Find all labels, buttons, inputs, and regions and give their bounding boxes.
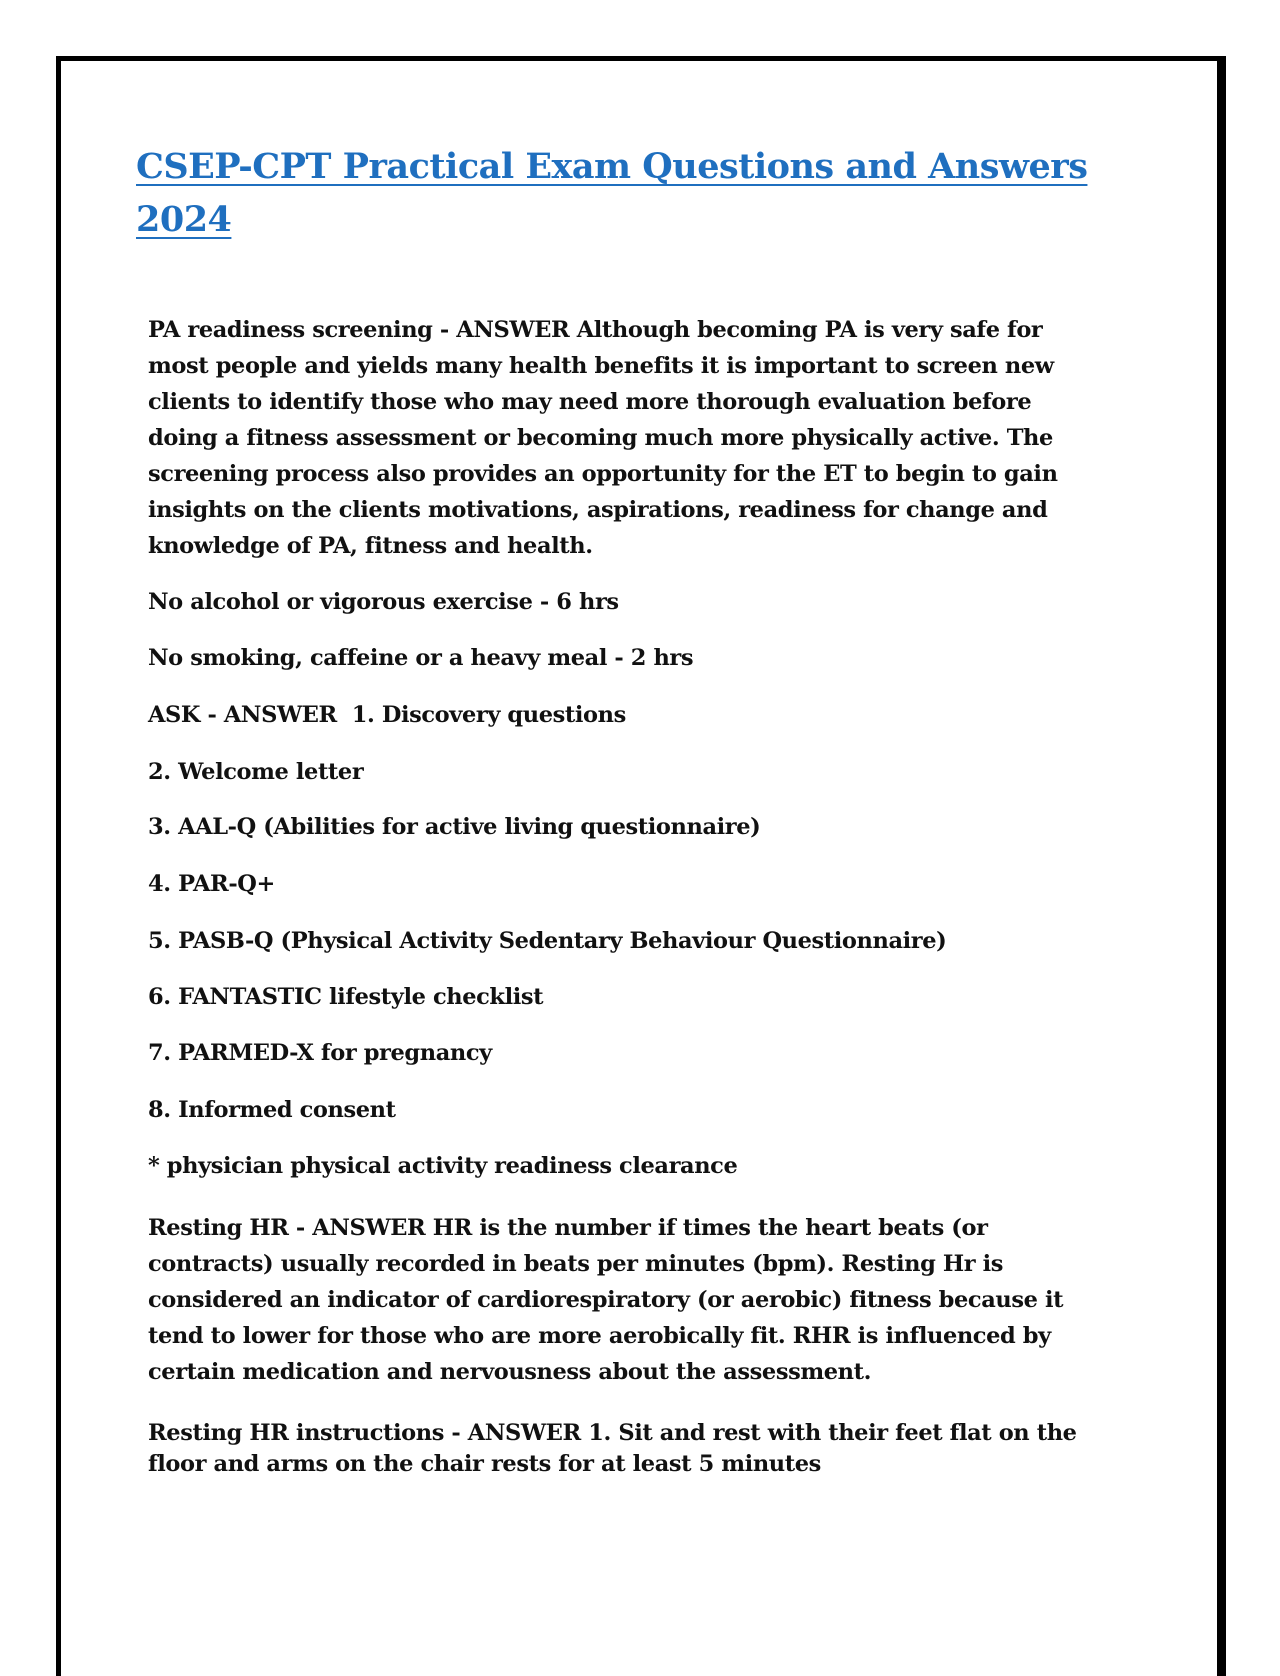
line-ask: ASK - ANSWER 1. Discovery questions bbox=[148, 702, 626, 728]
line-no-alcohol: No alcohol or vigorous exercise - 6 hrs bbox=[148, 589, 619, 615]
paragraph-resting-hr: Resting HR - ANSWER HR is the number if times the heart beats (or contracts) usually recorded in beats per minutes (bpm). Resting Hr is considered an indicator of cardiorespiratory (or aerobic) fitness because it tend to lower for those who are more aerobically fit. RHR is influenced by certain medication and nervousness about the assessment. bbox=[148, 1215, 1064, 1385]
list-item: 4. PAR-Q+ bbox=[148, 871, 275, 897]
list-item: 3. AAL-Q (Abilities for active living questionnaire) bbox=[148, 814, 761, 840]
list-item: 5. PASB-Q (Physical Activity Sedentary Behaviour Questionnaire) bbox=[148, 928, 947, 954]
paragraph-resting-hr-instructions: Resting HR instructions - ANSWER 1. Sit and rest with their feet flat on the floor and arms on the chair rests for at least 5 minutes bbox=[148, 1420, 1077, 1477]
line-physician-clearance: * physician physical activity readiness clearance bbox=[148, 1153, 738, 1179]
list-item: 7. PARMED-X for pregnancy bbox=[148, 1040, 492, 1066]
paragraph-pa-readiness: PA readiness screening - ANSWER Although becoming PA is very safe for most people and yields many health benefits it is important to screen new clients to identify those who may need more thorough evaluation before doing a fitness assessment or becoming much more physically active. The screening process also provides an opportunity for the ET to begin to gain insights on the clients motivations, aspirations, readiness for change and knowledge of PA, fitness and health. bbox=[148, 317, 1058, 559]
list-item: 6. FANTASTIC lifestyle checklist bbox=[148, 984, 544, 1010]
line-no-smoking: No smoking, caffeine or a heavy meal - 2 hrs bbox=[148, 645, 694, 671]
document-title: CSEP-CPT Practical Exam Questions and Answers 2024 bbox=[136, 146, 1088, 240]
list-item: 2. Welcome letter bbox=[148, 759, 364, 785]
list-item: 8. Informed consent bbox=[148, 1097, 396, 1123]
